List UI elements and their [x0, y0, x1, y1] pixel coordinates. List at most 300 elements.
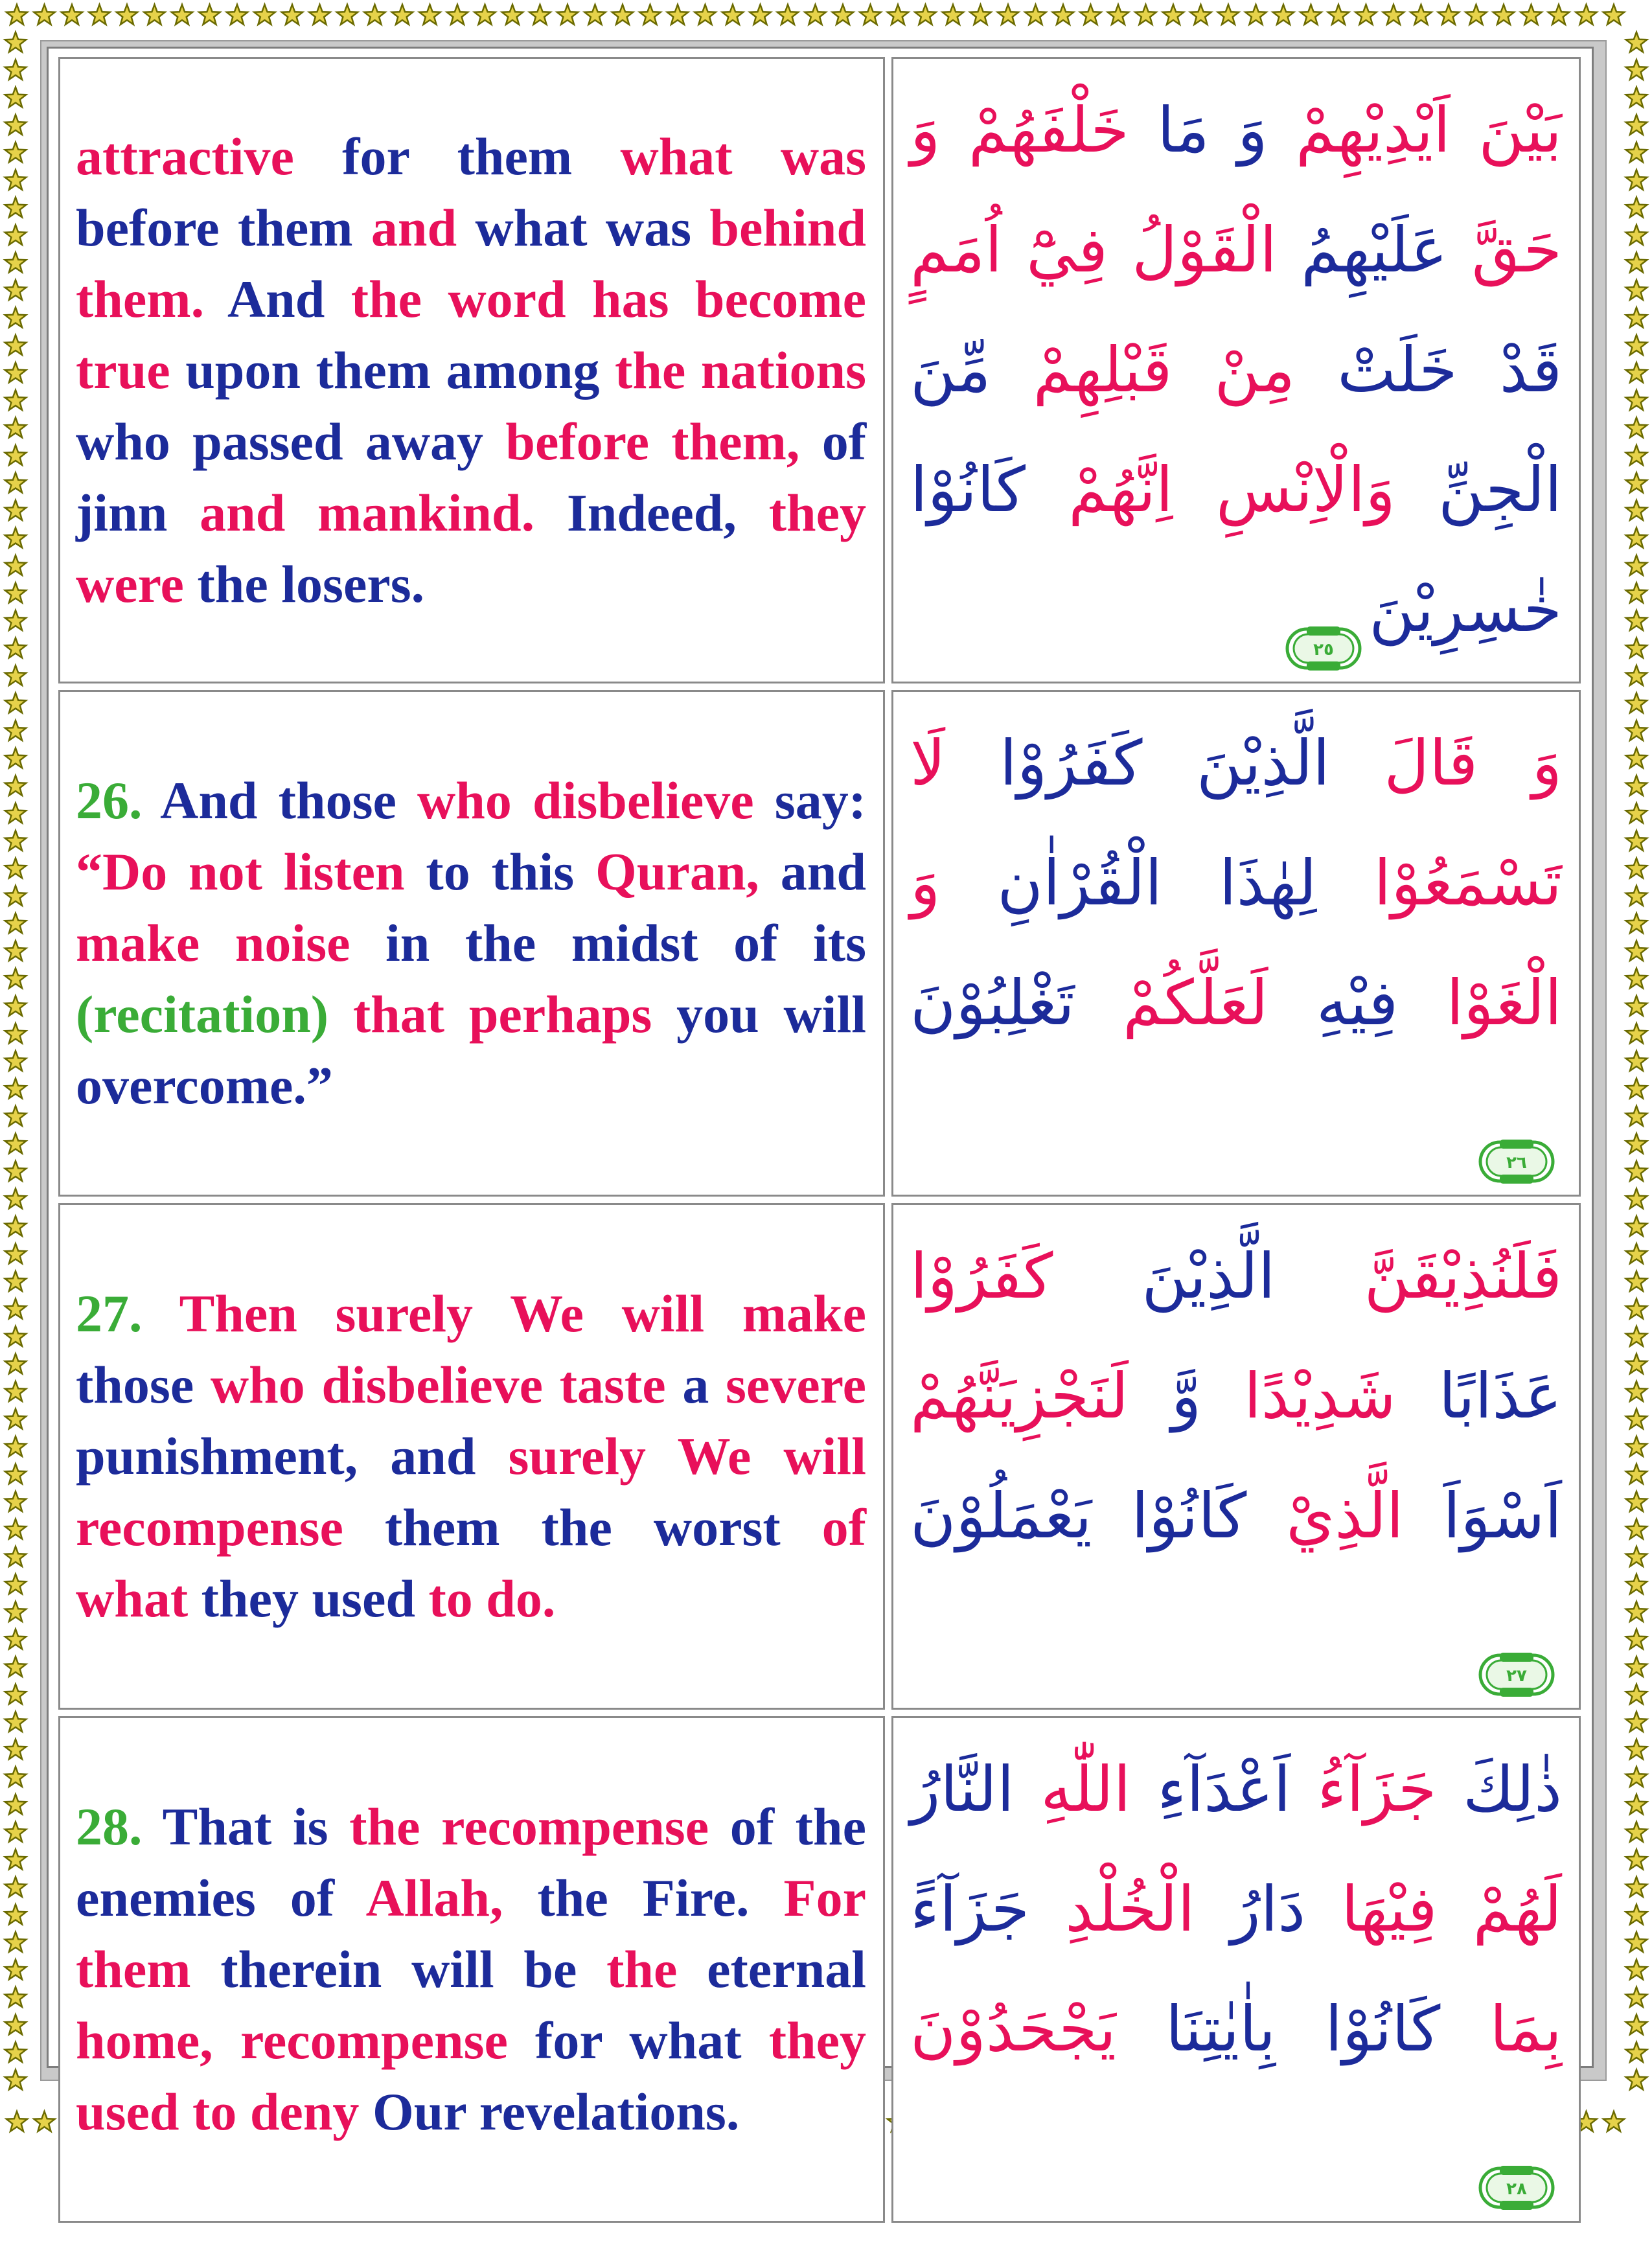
translation-segment: 26.	[76, 771, 143, 830]
border-star	[1626, 32, 1647, 52]
border-star	[750, 5, 770, 25]
verse-row	[58, 57, 1581, 683]
border-star	[1273, 5, 1294, 25]
border-star	[1383, 5, 1404, 25]
arabic-segment: كَفَرُوْا	[910, 1240, 1053, 1313]
border-star	[639, 5, 660, 25]
border-star	[5, 1601, 26, 1622]
arabic-segment: لَهُمْ	[1437, 1873, 1563, 1946]
border-star	[5, 528, 26, 548]
border-star	[1626, 1326, 1647, 1346]
border-star	[1626, 280, 1647, 300]
border-star	[1626, 610, 1647, 630]
border-star	[5, 969, 26, 989]
border-star	[5, 1134, 26, 1154]
border-star	[1626, 308, 1647, 328]
border-star	[1626, 1960, 1647, 1980]
arabic-segment: كَانُوْا يَعْمَلُوْنَ	[910, 1480, 1247, 1552]
border-star	[1025, 5, 1046, 25]
arabic-segment: كَانُوْا	[1276, 1993, 1441, 2065]
ayah-number: ٢٥	[1313, 639, 1335, 660]
border-star	[5, 445, 26, 465]
border-star	[1626, 418, 1647, 438]
border-star	[1626, 1079, 1647, 1099]
border-star	[1626, 500, 1647, 520]
border-star	[1626, 1161, 1647, 1181]
border-star	[5, 1987, 26, 2007]
translation-segment: make noise	[76, 913, 350, 972]
border-star	[1626, 775, 1647, 796]
border-star	[1626, 913, 1647, 934]
border-star	[1626, 1877, 1647, 1897]
border-star	[1626, 1739, 1647, 1760]
border-star	[5, 335, 26, 355]
border-star	[5, 2015, 26, 2035]
border-star	[1626, 2042, 1647, 2062]
border-star	[584, 5, 605, 25]
ayah-end-marker-icon	[1478, 1104, 1555, 1173]
border-star	[5, 225, 26, 245]
border-star	[998, 5, 1018, 25]
border-star	[1626, 87, 1647, 108]
border-star	[1080, 5, 1101, 25]
arabic-segment: بَيْنَ اَيْدِيْهِمْ	[1267, 94, 1563, 166]
border-star	[1626, 1106, 1647, 1126]
border-star	[1626, 720, 1647, 740]
border-star	[5, 1850, 26, 1870]
border-star	[1626, 638, 1647, 658]
border-star	[1626, 1932, 1647, 1952]
verse-row	[58, 690, 1581, 1197]
translation-segment: who passed away	[76, 411, 506, 471]
border-star	[5, 555, 26, 575]
border-star	[5, 720, 26, 740]
translation-segment: a	[665, 1355, 726, 1414]
translation-segment: home, recompense	[76, 2011, 508, 2070]
translation-segment: to do.	[415, 1569, 556, 1628]
translation-segment: the	[606, 1940, 678, 1999]
border-star	[5, 1546, 26, 1567]
ayah-end-marker-icon	[1478, 2130, 1555, 2199]
border-star	[1626, 1850, 1647, 1870]
border-star	[1626, 390, 1647, 410]
arabic-segment: عَذَابًا	[1395, 1360, 1563, 1432]
translation-segment: Then surely We will make	[142, 1284, 866, 1343]
border-star	[5, 280, 26, 300]
border-star	[1465, 5, 1486, 25]
border-star	[1163, 5, 1184, 25]
border-star	[5, 1354, 26, 1374]
border-star	[5, 831, 26, 851]
arabic-segment: يَجْحَدُوْنَ	[910, 1993, 1116, 2065]
border-star	[117, 5, 137, 25]
translation-segment: before them	[76, 198, 371, 257]
border-star	[1626, 1629, 1647, 1649]
arabic-segment: خَلْفَهُمْ وَ حَقَّ	[910, 94, 1563, 286]
border-star	[5, 941, 26, 961]
border-star	[5, 610, 26, 630]
border-star	[1626, 335, 1647, 355]
border-star	[888, 5, 908, 25]
border-star	[1626, 1271, 1647, 1291]
border-star	[1245, 5, 1266, 25]
border-star	[5, 1519, 26, 1539]
arabic-segment: النَّارُ	[910, 1753, 1015, 1826]
border-star	[34, 5, 54, 25]
border-star	[557, 5, 578, 25]
border-star	[1626, 115, 1647, 135]
arabic-segment: جَزَآءُ	[1291, 1753, 1437, 1826]
border-star	[1626, 1519, 1647, 1539]
border-star	[5, 1161, 26, 1181]
arabic-segment: الَّذِيْ	[1246, 1480, 1404, 1552]
border-star	[1626, 2015, 1647, 2035]
border-star	[5, 170, 26, 190]
english-translation	[76, 1791, 866, 2148]
translation-segment: the Fire.	[503, 1868, 784, 1927]
arabic-segment: دَارُ	[1195, 1873, 1306, 1946]
border-star	[5, 198, 26, 218]
border-star	[1218, 5, 1239, 25]
translation-segment: Indeed,	[534, 483, 769, 542]
translation-segment: and	[371, 198, 457, 257]
english-translation	[76, 765, 866, 1121]
translation-segment: them	[343, 1498, 542, 1557]
border-star	[1626, 1299, 1647, 1319]
border-star	[1626, 528, 1647, 548]
border-star	[199, 5, 220, 25]
border-star	[5, 1079, 26, 1099]
translation-segment: upon them among	[170, 340, 615, 400]
border-star	[5, 803, 26, 823]
translation-segment: for them	[293, 126, 621, 186]
english-translation-cell	[58, 690, 885, 1197]
border-star	[5, 1106, 26, 1126]
translation-segment: severe	[725, 1355, 866, 1414]
border-star	[915, 5, 935, 25]
border-star	[254, 5, 275, 25]
border-star	[860, 5, 880, 25]
border-star	[1438, 5, 1459, 25]
arabic-segment: قَدْ خَلَتْ	[1295, 334, 1563, 406]
border-star	[5, 775, 26, 796]
border-star	[1626, 60, 1647, 80]
arabic-segment: اللّٰهِ	[1014, 1753, 1131, 1826]
border-star	[1626, 1601, 1647, 1622]
border-star	[1626, 253, 1647, 273]
translation-segment: in the midst of its	[350, 913, 866, 972]
border-star	[1626, 363, 1647, 383]
border-star	[447, 5, 468, 25]
border-star	[1626, 1436, 1647, 1456]
border-star	[5, 1464, 26, 1484]
border-star	[5, 1877, 26, 1897]
border-star	[5, 1381, 26, 1401]
translation-segment: of jinn	[76, 411, 866, 542]
border-star	[5, 1684, 26, 1705]
border-star	[89, 5, 109, 25]
translation-segment: before them,	[505, 411, 800, 471]
border-star	[5, 1657, 26, 1677]
border-star	[502, 5, 523, 25]
border-star	[5, 886, 26, 906]
border-star	[6, 5, 27, 25]
border-star	[722, 5, 743, 25]
border-star	[5, 1629, 26, 1649]
arabic-segment: فِيْهَا	[1305, 1873, 1438, 1946]
border-star	[5, 1574, 26, 1594]
english-translation	[76, 1278, 866, 1635]
arabic-verse-cell	[891, 57, 1581, 683]
border-star	[1626, 858, 1647, 878]
english-translation	[76, 121, 866, 620]
ayah-end-marker-icon	[1478, 1617, 1555, 1686]
border-star	[5, 1795, 26, 1815]
arabic-segment: وَّ	[1128, 1360, 1202, 1432]
border-star	[1626, 1134, 1647, 1154]
translation-segment: who disbelieve taste	[210, 1355, 666, 1414]
translation-segment: Our revelations.	[359, 2082, 740, 2141]
arabic-segment: اَعْدَآءِ	[1130, 1753, 1291, 1826]
ayah-number: ٢٧	[1506, 1666, 1527, 1686]
arabic-segment: مِّنَ الْجِنِّ	[910, 334, 1563, 526]
border-star	[1626, 1684, 1647, 1705]
arabic-segment: الَّذِيْنَ كَفَرُوْا	[945, 727, 1330, 799]
border-star	[1626, 886, 1647, 906]
border-star	[1300, 5, 1321, 25]
arabic-segment: فِيْهِ	[1268, 967, 1399, 1039]
border-star	[419, 5, 440, 25]
translation-segment: surely We will recompense	[76, 1427, 866, 1557]
translation-segment: the nations	[615, 340, 867, 400]
border-star	[5, 693, 26, 713]
border-star	[1626, 1822, 1647, 1842]
border-star	[5, 1767, 26, 1787]
border-star	[1626, 555, 1647, 575]
border-star	[5, 308, 26, 328]
border-star	[364, 5, 385, 25]
border-star	[5, 1271, 26, 1291]
arabic-segment: بِاٰيٰتِنَا	[1116, 1993, 1276, 2065]
border-star	[1493, 5, 1514, 25]
translation-segment: and	[759, 842, 866, 901]
border-star	[1626, 1244, 1647, 1264]
border-star	[5, 87, 26, 108]
border-star	[5, 638, 26, 658]
border-star	[1548, 5, 1569, 25]
border-star	[1626, 1712, 1647, 1732]
translation-segment: 27.	[76, 1284, 143, 1343]
border-star	[5, 665, 26, 685]
arabic-verse	[910, 71, 1562, 670]
border-star	[5, 253, 26, 273]
border-star	[1626, 1051, 1647, 1071]
border-star	[5, 363, 26, 383]
border-star	[5, 1216, 26, 1236]
arabic-segment: فَلَنُذِيْقَنَّ	[1275, 1240, 1563, 1313]
arabic-segment: مِنْ قَبْلِهِمْ	[991, 334, 1296, 406]
translation-segment: of what	[76, 1498, 866, 1628]
border-star	[1626, 969, 1647, 989]
translation-segment: attractive	[76, 126, 294, 186]
border-star	[5, 418, 26, 438]
border-star	[337, 5, 358, 25]
border-star	[5, 1051, 26, 1071]
border-star	[1626, 693, 1647, 713]
translation-segment: eternal	[677, 1940, 866, 1999]
border-star	[5, 1905, 26, 1925]
translation-segment: 28.	[76, 1797, 143, 1856]
translation-segment: (recitation)	[76, 985, 329, 1044]
verse-row	[58, 1203, 1581, 1710]
english-translation-cell	[58, 1716, 885, 2223]
arabic-segment: وَ مَا	[1129, 94, 1268, 166]
translation-segment: they used	[201, 1569, 415, 1628]
border-star	[777, 5, 798, 25]
border-star	[1053, 5, 1073, 25]
arabic-verse-cell	[891, 690, 1581, 1197]
ayah-number: ٢٨	[1506, 2179, 1527, 2199]
border-star	[1626, 225, 1647, 245]
arabic-segment: الْخُلْدِ	[1029, 1873, 1195, 1946]
arabic-segment: وَ الْغَوْا	[910, 847, 1563, 1039]
border-star	[5, 583, 26, 603]
arabic-segment: لَعَلَّكُمْ	[1074, 967, 1268, 1039]
arabic-verse	[910, 704, 1562, 1183]
border-star	[5, 143, 26, 163]
border-star	[1626, 170, 1647, 190]
border-star	[943, 5, 963, 25]
border-star	[5, 748, 26, 768]
border-star	[1626, 1354, 1647, 1374]
border-star	[5, 1024, 26, 1044]
border-star	[694, 5, 715, 25]
english-translation-cell	[58, 1203, 885, 1710]
border-star	[1626, 803, 1647, 823]
arabic-verse-cell	[891, 1716, 1581, 2223]
translation-segment: Quran,	[595, 842, 759, 901]
border-star	[5, 858, 26, 878]
border-star	[1626, 1409, 1647, 1429]
border-star	[1576, 5, 1596, 25]
border-star	[1108, 5, 1129, 25]
border-star	[5, 473, 26, 493]
border-star	[5, 2042, 26, 2062]
border-star	[1626, 2070, 1647, 2090]
ayah-end-marker-icon	[1285, 591, 1362, 660]
translation-segment: the losers.	[183, 554, 425, 614]
arabic-segment: تَغْلِبُوْنَ	[910, 967, 1075, 1039]
border-star	[1626, 1024, 1647, 1044]
translation-segment: say:	[753, 771, 867, 830]
border-star	[5, 500, 26, 520]
border-star	[309, 5, 330, 25]
border-star	[5, 1822, 26, 1842]
arabic-segment: شَدِيْدًا	[1201, 1360, 1396, 1432]
border-star	[1603, 5, 1624, 25]
translation-segment: that perhaps	[328, 985, 677, 1044]
verses-table	[52, 51, 1587, 2229]
translation-segment: for what	[507, 2011, 769, 2070]
translation-segment: they were	[76, 483, 867, 614]
border-star	[1355, 5, 1376, 25]
border-star	[1626, 198, 1647, 218]
border-star	[1626, 1464, 1647, 1484]
arabic-segment: لَنَجْزِيَنَّهُمْ	[910, 1360, 1129, 1432]
border-star	[1190, 5, 1211, 25]
translation-segment: punishment, and	[76, 1427, 509, 1486]
border-star	[1626, 941, 1647, 961]
border-star	[62, 5, 82, 25]
translation-segment: what was	[457, 198, 710, 257]
arabic-segment: الَّذِيْنَ	[1053, 1240, 1276, 1313]
border-star	[1328, 5, 1349, 25]
translation-segment: what was	[620, 126, 866, 186]
border-star	[1626, 1795, 1647, 1815]
border-star	[1520, 5, 1541, 25]
border-star	[970, 5, 991, 25]
border-star	[805, 5, 825, 25]
border-star	[1626, 1574, 1647, 1594]
border-star	[5, 913, 26, 934]
arabic-segment: وَالْاِنْسِ اِنَّهُمْ	[1025, 453, 1395, 526]
translation-segment: to this	[404, 842, 596, 901]
english-translation-cell	[58, 57, 885, 683]
border-star	[612, 5, 633, 25]
translation-segment: you will overcome.”	[76, 985, 867, 1115]
border-star	[5, 1189, 26, 1209]
border-star	[5, 1436, 26, 1456]
arabic-segment: الْقَوْلُ فِيْٓ اُمَمٍ	[910, 214, 1278, 286]
border-star	[1626, 1767, 1647, 1787]
border-star	[1135, 5, 1156, 25]
border-star	[1626, 1657, 1647, 1677]
translation-segment: That is	[142, 1797, 350, 1856]
arabic-segment: لِهٰذَا الْقُرْاٰنِ	[940, 847, 1317, 919]
border-star	[1626, 1381, 1647, 1401]
border-star	[1626, 1905, 1647, 1925]
border-star	[1626, 1987, 1647, 2007]
border-star	[1626, 445, 1647, 465]
border-star	[1626, 748, 1647, 768]
border-star	[5, 2070, 26, 2090]
border-star	[1626, 831, 1647, 851]
arabic-segment: اَسْوَاَ	[1403, 1480, 1563, 1552]
border-star	[474, 5, 495, 25]
border-star	[1410, 5, 1431, 25]
arabic-verse-cell	[891, 1203, 1581, 1710]
border-star	[5, 996, 26, 1016]
border-star	[144, 5, 165, 25]
border-star	[1626, 583, 1647, 603]
border-star	[6, 2111, 27, 2131]
translation-segment: And those	[142, 771, 418, 830]
translation-segment: For them	[76, 1868, 866, 1999]
arabic-segment: جَزَآءً	[910, 1873, 1030, 1946]
arabic-segment: وَ قَالَ	[1329, 727, 1562, 799]
border-star	[172, 5, 192, 25]
translation-segment: behind them.	[76, 198, 866, 328]
translation-segment: of the enemies of	[76, 1797, 866, 1927]
border-star	[1626, 1491, 1647, 1511]
border-star	[1626, 473, 1647, 493]
border-star	[832, 5, 853, 25]
border-star	[392, 5, 413, 25]
border-star	[1626, 143, 1647, 163]
arabic-segment: كَانُوْا خٰسِرِيْنَ	[910, 453, 1562, 646]
translation-segment: the worst	[541, 1498, 781, 1557]
border-star	[1626, 665, 1647, 685]
